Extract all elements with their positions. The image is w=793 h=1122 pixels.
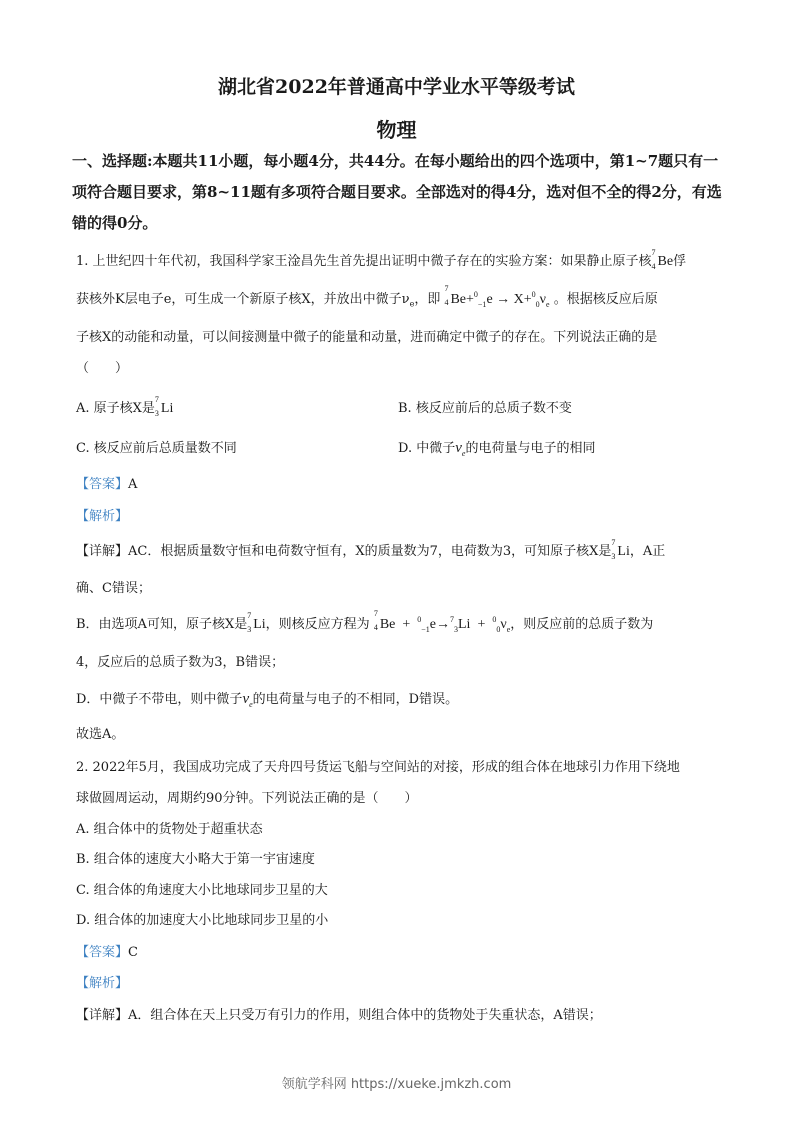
answer-tag: 【答案】 <box>76 945 129 960</box>
nuclide-be: 7 4 Be <box>651 248 674 271</box>
detail-text: D．中微子不带电，则中微子 <box>76 692 243 707</box>
equation-reaction-2: 7 4 $Be + ^0_{-1}e\to^7_3Li + ^0_0\nu_e$ <box>373 609 511 634</box>
footer-watermark: 领航学科网 https://xueke.jmkzh.com <box>281 1077 512 1092</box>
q1-option-d <box>398 437 595 458</box>
q1-text: 1. 上世纪四十年代初，我国科学家王淦昌先生首先提出证明中微子存在的实验方案：如果静止原子核 <box>76 254 652 269</box>
q1-detail-5 <box>76 688 458 709</box>
q1-text: 获核外K层电子e，可生成一个新原子核X，并放出中微子ν <box>76 292 410 307</box>
q2-answer <box>76 941 138 960</box>
q1-option-a <box>76 397 173 417</box>
option-text: 的电荷量与电子的相同 <box>465 441 596 456</box>
detail-text: 的电荷量与电子的不相同，D错误。 <box>252 692 459 707</box>
answer-value: C <box>128 945 138 960</box>
nuclide-li: 7 3 Li <box>247 611 266 634</box>
q1-text: ，即 <box>414 292 441 307</box>
q2-option-c: C. 组合体的角速度大小比地球同步卫星的大 <box>76 883 328 898</box>
q2-option-d: D. 组合体的加速度大小比地球同步卫星的小 <box>76 913 329 928</box>
q1-line-2: 获核外K层电子e，可生成一个新原子核X，并放出中微子$\nu_e$，即 7 4 $Be+^0_{-1}e \to X+^0_0\nu_e$ 。根据核反应后原 <box>76 284 658 309</box>
detail-text: B．由选项A可知，原子核X是 <box>76 617 248 632</box>
equation-reaction: 7 4 $Be+^0_{-1}e \to X+^0_0\nu_e$ <box>444 284 550 309</box>
exam-title: 湖北省2022年普通高中学业水平等级考试 <box>218 76 575 98</box>
q2-line-2: 球做圆周运动，周期约90分钟。下列说法正确的是（ ） <box>76 791 418 806</box>
q1-answer <box>76 473 137 492</box>
q1-detail-2: 确、C错误； <box>76 581 151 596</box>
nuclide-li: 7 3 Li <box>611 538 630 561</box>
q1-option-c: C. 核反应前后总质量数不同 <box>76 441 237 456</box>
q2-option-b: B. 组合体的速度大小略大于第一宇宙速度 <box>76 852 315 867</box>
q2-option-a: A. 组合体中的货物处于超重状态 <box>76 822 263 837</box>
detail-text: 【详解】AC．根据质量数守恒和电荷数守恒有，X的质量数为7，电荷数为3，可知原子核X是 <box>76 544 612 559</box>
q1-detail-6: 故选A。 <box>76 727 125 742</box>
answer-value: A <box>128 477 138 492</box>
symbol-nu-e: $\nu_e$ <box>242 691 253 709</box>
q1-line-1 <box>76 250 686 270</box>
symbol-nu-e: $\nu_e$ <box>455 440 466 458</box>
subject-title: 物理 <box>376 118 417 142</box>
detail-text: ，则反应前的总质子数为 <box>510 617 654 632</box>
q2-detail-1: 【详解】A．组合体在天上只受万有引力的作用，则组合体中的货物处于失重状态，A错误； <box>76 1008 602 1023</box>
answer-tag: 【答案】 <box>76 477 129 492</box>
q1-text: 俘 <box>673 254 687 269</box>
q1-detail-3 <box>76 609 654 634</box>
q1-detail-1 <box>76 540 665 560</box>
detail-text: ，A正 <box>629 544 666 559</box>
q2-line-1: 2. 2022年5月，我国成功完成了天舟四号货运飞船与空间站的对接，形成的组合体在地球引力作用下绕地 <box>76 760 680 775</box>
q1-text: 。根据核反应后原 <box>553 292 658 307</box>
q1-detail-4: 4，反应后的总质子数为3，B错误； <box>76 655 285 670</box>
detail-text: ，则核反应方程为 <box>265 617 370 632</box>
q1-line-4: （ ） <box>76 361 129 376</box>
section-heading: 一、选择题:本题共11小题，每小题4分，共44分。在每小题给出的四个选项中，第1~7题只有一项符合题目要求，第8~11题有多项符合题目要求。全部选对的得4分，选对但不全的得2分，有选错的得0分。 <box>72 152 722 232</box>
nuclide-li: 7 3 Li <box>154 395 174 418</box>
q1-analysis-tag: 【解析】 <box>76 509 129 524</box>
option-text: D. 中微子 <box>398 441 456 456</box>
q1-option-b: B. 核反应前后的总质子数不变 <box>398 401 572 416</box>
q1-line-3: 子核X的动能和动量，可以间接测量中微子的能量和动量，进而确定中微子的存在。下列说法正确的是 <box>76 330 658 345</box>
q2-analysis-tag: 【解析】 <box>76 976 129 991</box>
option-text: A. 原子核X是 <box>76 401 155 416</box>
